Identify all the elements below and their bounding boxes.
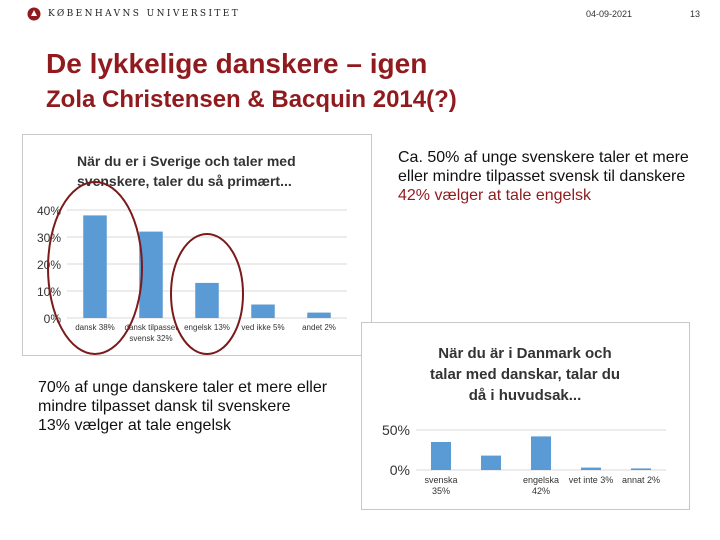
chart-title-line: När du er i Sverige och taler med bbox=[77, 153, 296, 169]
category-label: annat 2% bbox=[621, 475, 661, 485]
category-label: engelska bbox=[522, 475, 560, 485]
bar bbox=[531, 436, 551, 470]
category-label: dansk tilpasset bbox=[124, 323, 178, 332]
chart-title-line: då i huvudsak... bbox=[468, 387, 582, 404]
swedes-statement: Ca. 50% af unge svenskere taler et mere eller mindre tilpasset svensk til danskere bbox=[398, 149, 689, 185]
page-number: 13 bbox=[690, 9, 701, 19]
y-tick-label: 0% bbox=[389, 462, 410, 478]
header-bar bbox=[0, 0, 720, 28]
bar bbox=[83, 215, 107, 318]
category-label: vet inte 3% bbox=[568, 475, 614, 485]
y-tick-label: 40% bbox=[36, 204, 61, 218]
category-label: dansk 38% bbox=[75, 323, 115, 332]
text-block-swedes bbox=[398, 148, 698, 205]
y-tick-label: 20% bbox=[36, 258, 61, 272]
category-label: 35% bbox=[431, 486, 451, 496]
slide-title: De lykkelige danskere – igen bbox=[46, 48, 428, 79]
swedes-english-statement: 42% vælger at tale engelsk bbox=[398, 187, 591, 204]
chart-title-line: talar med danskar, talar du bbox=[429, 366, 621, 383]
y-tick-label: 30% bbox=[36, 231, 61, 245]
bar bbox=[431, 442, 451, 470]
slide-date: 04-09-2021 bbox=[586, 9, 633, 19]
text-block-danes bbox=[38, 378, 328, 435]
category-label: 42% bbox=[531, 486, 551, 496]
y-tick-label: 0% bbox=[43, 312, 61, 326]
danes-english-statement: 13% vælger at tale engelsk bbox=[38, 417, 231, 434]
bar bbox=[195, 283, 219, 318]
bar bbox=[307, 313, 331, 318]
university-name: KØBENHAVNS UNIVERSITET bbox=[48, 9, 241, 19]
y-tick-label: 10% bbox=[36, 285, 61, 299]
chart-sweden bbox=[22, 134, 372, 356]
bar bbox=[581, 468, 601, 470]
category-label: svenska bbox=[424, 475, 458, 485]
category-label: engelsk 13% bbox=[184, 323, 230, 332]
crest-icon bbox=[27, 7, 41, 21]
category-label: ved ikke 5% bbox=[241, 323, 285, 332]
bar bbox=[631, 468, 651, 470]
chart-denmark bbox=[361, 322, 690, 510]
slide-subtitle: Zola Christensen & Bacquin 2014(?) bbox=[46, 86, 457, 113]
danes-statement: 70% af unge danskere taler et mere eller mindre tilpasset dansk til svenskere bbox=[38, 379, 328, 415]
chart-title-line: svenskere, taler du så primært... bbox=[77, 173, 292, 189]
bar bbox=[481, 456, 501, 470]
y-tick-label: 50% bbox=[381, 422, 410, 438]
category-label: svensk 32% bbox=[129, 334, 173, 343]
chart-title-line: När du är i Danmark och bbox=[438, 345, 612, 362]
category-label: andet 2% bbox=[302, 323, 336, 332]
bar bbox=[251, 305, 275, 319]
